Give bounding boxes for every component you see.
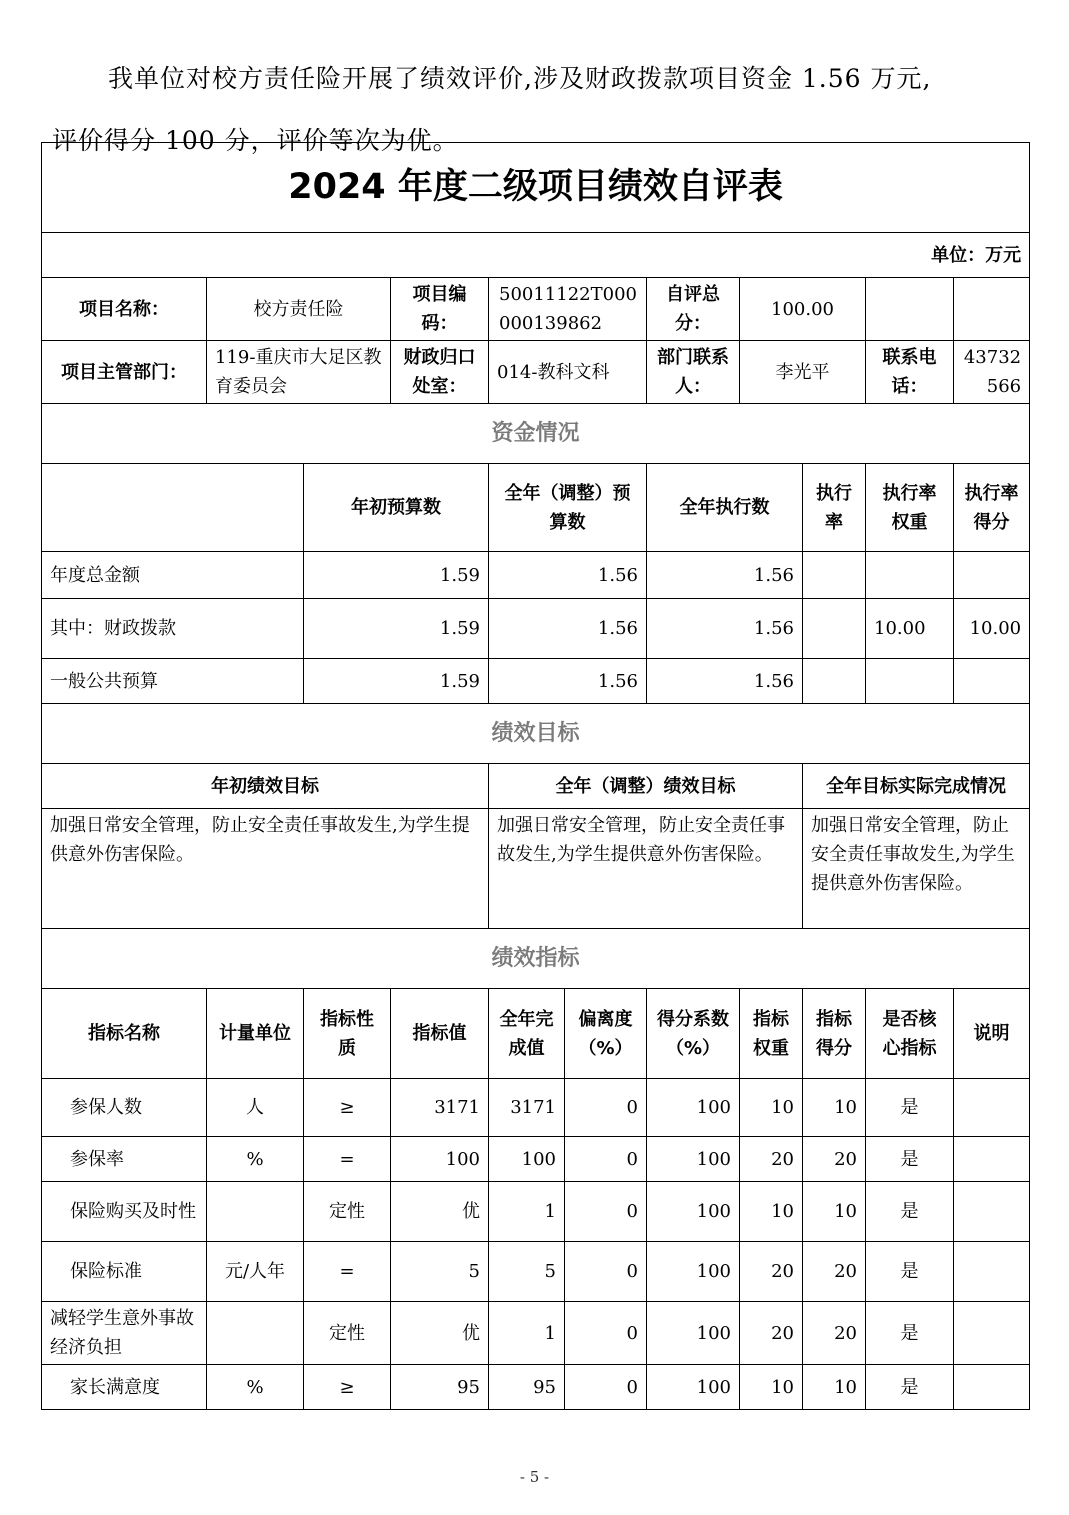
ind-header-nature: 指标性质: [304, 989, 391, 1079]
funds-rate: [803, 659, 866, 704]
ind-coef: 100: [647, 1182, 740, 1242]
ind-core: 是: [866, 1242, 954, 1302]
ind-coef: 100: [647, 1365, 740, 1410]
ind-header-actual: 全年完成值: [489, 989, 565, 1079]
funds-section-title: 资金情况: [42, 404, 1030, 464]
contact-value: 李光平: [740, 341, 866, 404]
ind-note: [954, 1302, 1030, 1365]
funds-weight: [866, 659, 954, 704]
ind-nature: ≥: [304, 1365, 391, 1410]
funds-header-rate: 执行率: [803, 464, 866, 552]
ind-coef: 100: [647, 1242, 740, 1302]
ind-target: 5: [391, 1242, 489, 1302]
ind-note: [954, 1137, 1030, 1182]
ind-unit: [207, 1302, 304, 1365]
ind-name: 参保人数: [42, 1079, 207, 1137]
funds-header-executed: 全年执行数: [647, 464, 803, 552]
ind-weight: 10: [740, 1365, 803, 1410]
intro-line-2: 评价得分 100 分，评价等次为优。: [52, 126, 459, 155]
ind-deviation: 0: [565, 1137, 647, 1182]
self-evaluation-table: [41, 142, 1030, 1410]
funds-row-label: 年度总金额: [42, 552, 304, 599]
ind-note: [954, 1242, 1030, 1302]
funds-budget: 1.59: [304, 552, 489, 599]
indicator-row: [42, 1365, 1030, 1410]
ind-core: 是: [866, 1182, 954, 1242]
ind-nature: 定性: [304, 1302, 391, 1365]
funds-header-blank: [42, 464, 304, 552]
funds-rate: [803, 552, 866, 599]
ind-header-score: 指标得分: [803, 989, 866, 1079]
ind-core: 是: [866, 1365, 954, 1410]
ind-actual: 100: [489, 1137, 565, 1182]
ind-score: 10: [803, 1182, 866, 1242]
empty-cell: [866, 278, 954, 341]
funds-row-label: 一般公共预算: [42, 659, 304, 704]
ind-note: [954, 1182, 1030, 1242]
funds-executed: 1.56: [647, 552, 803, 599]
ind-core: 是: [866, 1302, 954, 1365]
ind-deviation: 0: [565, 1365, 647, 1410]
ind-note: [954, 1365, 1030, 1410]
indicator-row: [42, 1079, 1030, 1137]
ind-weight: 20: [740, 1302, 803, 1365]
goals-adjusted-text: 加强日常安全管理，防止安全责任事故发生,为学生提供意外伤害保险。: [489, 809, 803, 929]
funds-row: [42, 552, 1030, 599]
funds-weight: 10.00: [866, 599, 954, 659]
ind-target: 优: [391, 1302, 489, 1365]
ind-unit: %: [207, 1365, 304, 1410]
ind-actual: 1: [489, 1182, 565, 1242]
ind-header-coef: 得分系数（%）: [647, 989, 740, 1079]
ind-core: 是: [866, 1137, 954, 1182]
self-score-label: 自评总分：: [647, 278, 740, 341]
ind-header-note: 说明: [954, 989, 1030, 1079]
funds-header-score: 执行率得分: [954, 464, 1030, 552]
funds-row-label: 其中：财政拨款: [42, 599, 304, 659]
indicators-section-title: 绩效指标: [42, 929, 1030, 989]
goals-header-adjusted: 全年（调整）绩效目标: [489, 764, 803, 809]
ind-deviation: 0: [565, 1302, 647, 1365]
page-number: - 5 -: [519, 1468, 550, 1486]
funds-header-weight: 执行率权重: [866, 464, 954, 552]
ind-name: 减轻学生意外事故经济负担: [42, 1302, 207, 1365]
goals-header-actual: 全年目标实际完成情况: [803, 764, 1030, 809]
office-label: 财政归口处室：: [391, 341, 489, 404]
ind-header-deviation: 偏离度（%）: [565, 989, 647, 1079]
project-name-value: 校方责任险: [207, 278, 391, 341]
phone-value: 43732566: [954, 341, 1030, 404]
funds-executed: 1.56: [647, 659, 803, 704]
ind-score: 20: [803, 1302, 866, 1365]
ind-score: 20: [803, 1137, 866, 1182]
indicator-row: [42, 1137, 1030, 1182]
ind-actual: 5: [489, 1242, 565, 1302]
ind-unit: 元/人年: [207, 1242, 304, 1302]
ind-name: 保险标准: [42, 1242, 207, 1302]
ind-nature: 定性: [304, 1182, 391, 1242]
project-name-label: 项目名称：: [42, 278, 207, 341]
funds-adjusted: 1.56: [489, 552, 647, 599]
ind-target: 3171: [391, 1079, 489, 1137]
ind-target: 优: [391, 1182, 489, 1242]
contact-label: 部门联系人：: [647, 341, 740, 404]
funds-adjusted: 1.56: [489, 659, 647, 704]
phone-label: 联系电话：: [866, 341, 954, 404]
ind-score: 10: [803, 1079, 866, 1137]
ind-score: 10: [803, 1365, 866, 1410]
ind-unit: [207, 1182, 304, 1242]
ind-deviation: 0: [565, 1182, 647, 1242]
unit-label: 单位：万元: [42, 233, 1030, 278]
ind-coef: 100: [647, 1302, 740, 1365]
goals-header-initial: 年初绩效目标: [42, 764, 489, 809]
project-code-value: 50011122T000000139862: [489, 278, 647, 341]
goals-section-title: 绩效目标: [42, 704, 1030, 764]
ind-weight: 10: [740, 1079, 803, 1137]
ind-actual: 95: [489, 1365, 565, 1410]
ind-unit: 人: [207, 1079, 304, 1137]
dept-label: 项目主管部门：: [42, 341, 207, 404]
ind-unit: %: [207, 1137, 304, 1182]
funds-row: [42, 599, 1030, 659]
funds-adjusted: 1.56: [489, 599, 647, 659]
ind-actual: 3171: [489, 1079, 565, 1137]
ind-name: 保险购买及时性: [42, 1182, 207, 1242]
office-value: 014-教科文科: [489, 341, 647, 404]
ind-header-unit: 计量单位: [207, 989, 304, 1079]
funds-score: 10.00: [954, 599, 1030, 659]
ind-target: 95: [391, 1365, 489, 1410]
indicator-row: [42, 1182, 1030, 1242]
funds-score: [954, 552, 1030, 599]
funds-row: [42, 659, 1030, 704]
funds-header-adjusted: 全年（调整）预算数: [489, 464, 647, 552]
ind-weight: 20: [740, 1137, 803, 1182]
ind-core: 是: [866, 1079, 954, 1137]
ind-nature: =: [304, 1137, 391, 1182]
table-title: 2024 年度二级项目绩效自评表: [42, 143, 1030, 233]
intro-line-1: 我单位对校方责任险开展了绩效评价,涉及财政拨款项目资金 1.56 万元,: [108, 64, 932, 93]
ind-note: [954, 1079, 1030, 1137]
ind-name: 参保率: [42, 1137, 207, 1182]
ind-deviation: 0: [565, 1242, 647, 1302]
dept-value: 119-重庆市大足区教育委员会: [207, 341, 391, 404]
ind-score: 20: [803, 1242, 866, 1302]
ind-actual: 1: [489, 1302, 565, 1365]
ind-weight: 20: [740, 1242, 803, 1302]
ind-header-weight: 指标权重: [740, 989, 803, 1079]
ind-header-core: 是否核心指标: [866, 989, 954, 1079]
ind-target: 100: [391, 1137, 489, 1182]
ind-name: 家长满意度: [42, 1365, 207, 1410]
ind-header-name: 指标名称: [42, 989, 207, 1079]
self-score-value: 100.00: [740, 278, 866, 341]
funds-budget: 1.59: [304, 659, 489, 704]
indicator-row: [42, 1302, 1030, 1365]
ind-coef: 100: [647, 1079, 740, 1137]
project-code-label: 项目编码：: [391, 278, 489, 341]
ind-nature: ≥: [304, 1079, 391, 1137]
goals-actual-text: 加强日常安全管理，防止安全责任事故发生,为学生提供意外伤害保险。: [803, 809, 1030, 929]
ind-deviation: 0: [565, 1079, 647, 1137]
ind-header-target: 指标值: [391, 989, 489, 1079]
funds-executed: 1.56: [647, 599, 803, 659]
funds-score: [954, 659, 1030, 704]
funds-weight: [866, 552, 954, 599]
funds-rate: [803, 599, 866, 659]
goals-initial-text: 加强日常安全管理，防止安全责任事故发生,为学生提供意外伤害保险。: [42, 809, 489, 929]
ind-nature: =: [304, 1242, 391, 1302]
ind-weight: 10: [740, 1182, 803, 1242]
funds-header-budget: 年初预算数: [304, 464, 489, 552]
indicator-row: [42, 1242, 1030, 1302]
empty-cell: [954, 278, 1030, 341]
ind-coef: 100: [647, 1137, 740, 1182]
funds-budget: 1.59: [304, 599, 489, 659]
